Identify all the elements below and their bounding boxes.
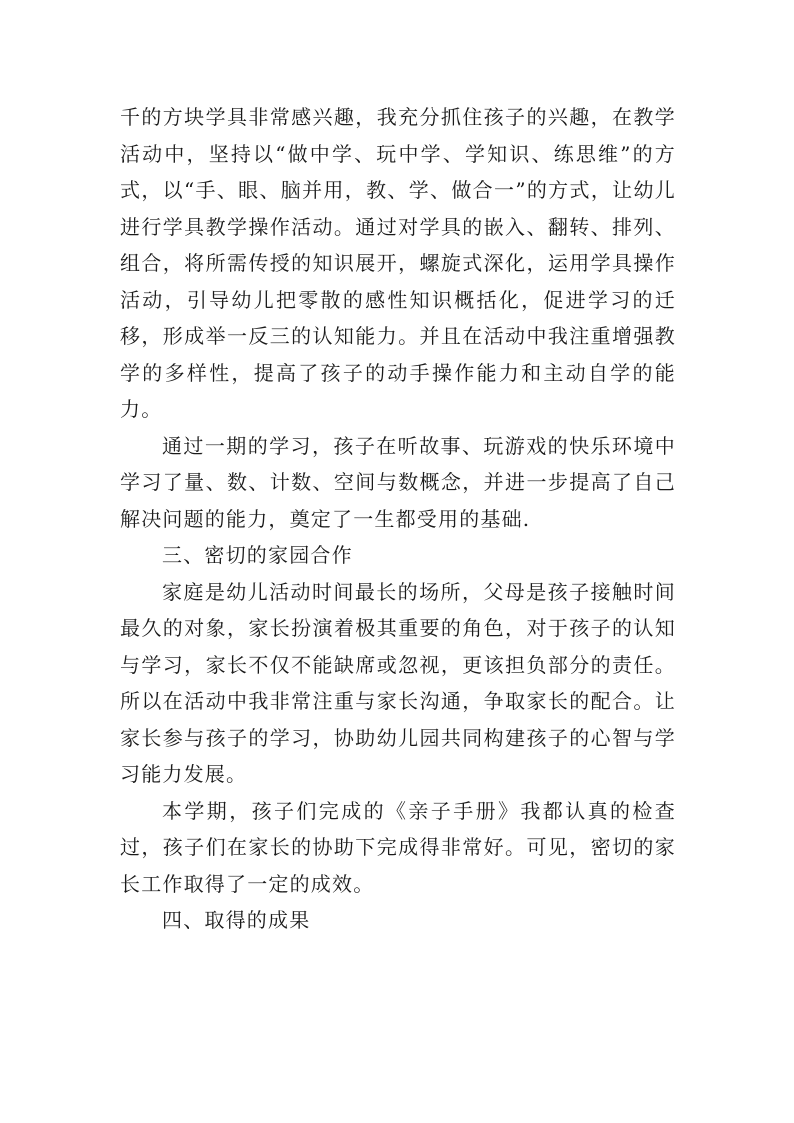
section-heading: 三、密切的家园合作 xyxy=(162,543,353,567)
body-paragraph: 千的方块学具非常感兴趣，我充分抓住孩子的兴趣，在教学活动中，坚持以“做中学、玩中学、学知识、练思维”的方式，以“手、眼、脑并用，教、学、做合一”的方式，让幼儿进行学具教学操作活动。通过对学具的嵌入、翻转、排列、组合，将所需传授的知识展开，螺旋式深化，运用学具操作活动，引导幼儿把零散的感性知识概括化，促进学习的迁移，形成举一反三的认知能力。并且在活动中我注重增强教学的多样性，提高了孩子的动手操作能力和主动自学的能力。 xyxy=(120,105,676,421)
section-heading: 四、取得的成果 xyxy=(162,908,311,932)
body-paragraph: 通过一期的学习，孩子在听故事、玩游戏的快乐环境中学习了量、数、计数、空间与数概念，并进一步提高了自己解决问题的能力，奠定了一生都受用的基础. xyxy=(120,433,676,531)
body-paragraph: 家庭是幼儿活动时间最长的场所，父母是孩子接触时间最久的对象，家长扮演着极其重要的角色，对于孩子的认知与学习，家长不仅不能缺席或忽视，更该担负部分的责任。所以在活动中我非常注重与家长沟通，争取家长的配合。让家长参与孩子的学习，协助幼儿园共同构建孩子的心智与学习能力发展。 xyxy=(120,579,676,786)
body-paragraph: 本学期，孩子们完成的《亲子手册》我都认真的检查过，孩子们在家长的协助下完成得非常好。可见，密切的家长工作取得了一定的成效。 xyxy=(120,798,676,896)
document-body xyxy=(120,99,676,939)
